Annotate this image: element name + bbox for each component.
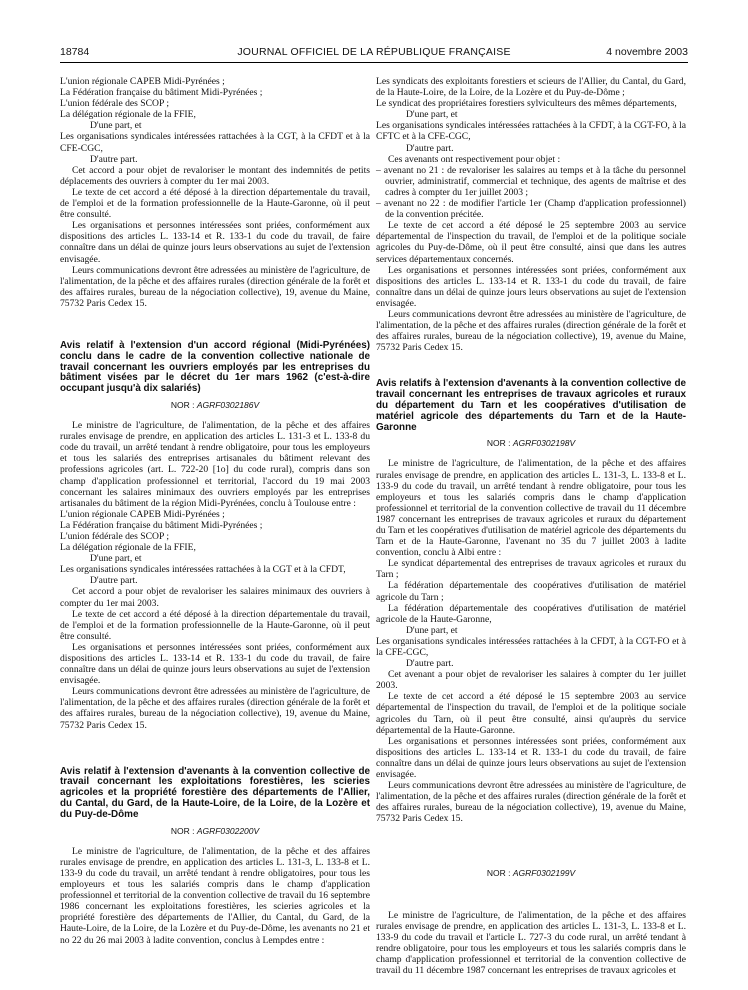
paragraph: Cet accord a pour objet de revaloriser les salaires minimaux des ouvriers à compter du 1er mai 2003. (60, 586, 370, 609)
paragraph: Le ministre de l'agriculture, de l'alimentation, de la pêche et des affaires rurales envisage de prendre, en application des articles L. 131-3 et L. 133-8 du code du travail, un arrêté tendant à rendre obligatoire, pour tous les employeurs et tous les salariés des entreprises artisanales du bâtiment relevant des professions agricoles (art. L. 722-20 [1o] du code rural), compris dans son champ d'application professionnel et territorial, l'accord du 19 mai 2003 concernant les salaires minimaux des ouvriers employés par les entreprises artisanales du bâtiment de la région Midi-Pyrénées, conclu à Toulouse entre : (60, 420, 370, 509)
notice-heading: Avis relatif à l'extension d'un accord régional (Midi-Pyrénées) conclu dans le cadre de la convention collective nationale de travail concernant les ouvriers employés par les entreprises du bâtiment visées par le décret du 1er mars 1962 (c'est-à-dire occupant jusqu'à dix salariés) (60, 339, 370, 395)
paragraph: Leurs communications devront être adressées au ministère de l'agriculture, de l'alimentation, de la pêche et des affaires rurales (direction générale de la forêt et des affaires rurales, bureau de la négociation collective), 19, avenue du Maine, 75732 Paris Cedex 15. (60, 686, 370, 731)
paragraph: D'autre part. (90, 153, 138, 165)
paragraph: Les organisations et personnes intéressées sont priées, conformément aux dispositions des articles L. 133-14 et R. 133-1 du code du travail, de faire connaître dans un délai de quinze jours leurs observations au sujet de l'extension envisagée. (376, 735, 686, 781)
paragraph: Leurs communications devront être adressées au ministère de l'agriculture, de l'alimentation, de la pêche et des affaires rurales (direction générale de la forêt et des affaires rurales, bureau de la négociation collective), 19, avenue du Maine, 75732 Paris Cedex 15. (376, 308, 686, 354)
paragraph: La fédération départementale des coopératives d'utilisation de matériel agricole du Tarn ; (376, 580, 686, 603)
paragraph: Les organisations et personnes intéressées sont priées, conformément aux dispositions des articles L. 133-14 et R. 133-1 du code du travail, de faire connaître dans un délai de quinze jours leurs observations au sujet de l'extension envisagée. (376, 264, 686, 309)
paragraph: La délégation régionale de la FFIE, (60, 109, 196, 121)
paragraph: Leurs communications devront être adressées au ministère de l'agriculture, de l'alimentation, de la pêche et des affaires rurales (direction générale de la forêt et des affaires rurales, bureau de la négociation collective), 19, avenue du Maine, 75732 Paris Cedex 15. (376, 780, 686, 825)
paragraph: D'autre part. (90, 575, 138, 587)
paragraph: L'union fédérale des SCOP ; (60, 530, 170, 542)
paragraph: L'union régionale CAPEB Midi-Pyrénées ; (60, 508, 225, 520)
paragraph: Les organisations syndicales intéressées rattachées à la CGT et à la CFDT, (60, 564, 346, 576)
paragraph: Les organisations syndicales intéressées rattachées à la CGT, à la CFDT et à la CFE-CGC, (60, 131, 370, 154)
nor-reference: NOR : AGRF0302186V (170, 399, 260, 410)
paragraph: La Fédération française du bâtiment Midi-Pyrénées ; (60, 519, 263, 531)
paragraph: L'union régionale CAPEB Midi-Pyrénées ; (60, 76, 225, 87)
paragraph: D'autre part. (406, 658, 454, 670)
list-item: – avenant no 21 : de revaloriser les salaires au temps et à la tâche du personnel ouvrier, administratif, commercial et technique, des agents de maîtrise et des cadres à compter du 1er juillet 2003 ; (376, 164, 686, 198)
paragraph: La Fédération française du bâtiment Midi-Pyrénées ; (60, 87, 263, 99)
paragraph: D'autre part. (406, 142, 454, 154)
paragraph: Le ministre de l'agriculture, de l'alimentation, de la pêche et des affaires rurales envisage de prendre, en application des articles L. 131-3, L. 133-8 et L. 133-9 du code du travail, un arrêté tendant à rendre obligatoire, pour tous les employeurs et tous les salariés compris dans le champ d'application professionnel et territorial de la convention collective de travail du 11 décembre 1987 concernant les entreprises de travaux agricoles et ruraux du département du Tarn et les coopératives d'utilisation de matériel agricole des départements du Tarn et de la Haute-Garonne, l'avenant no 35 du 7 juillet 2003 à ladite convention, conclu à Albi entre : (376, 458, 686, 559)
paragraph: L'union fédérale des SCOP ; (60, 98, 170, 110)
paragraph: Les organisations syndicales intéressées rattachées à la CFDT, à la CGT-FO, à la CFTC et à la CFE-CGC, (376, 120, 686, 143)
issue-date: 4 novembre 2003 (606, 46, 688, 58)
paragraph: Les organisations syndicales intéressées rattachées à la CFDT, à la CGT-FO et à la CFE-CGC, (376, 635, 686, 659)
notice-heading: Avis relatif à l'extension d'avenants à la convention collective de travail concernant les exploitations forestières, les scieries agricoles et la propriété forestière des départements de l'Allier, du Cantal, du Gard, de la Haute-Loire, de la Loire, de la Lozère et du Puy-de-Dôme (60, 765, 370, 820)
header-rule (60, 62, 688, 63)
left-column (60, 76, 370, 946)
paragraph: Le texte de cet accord a été déposé le 25 septembre 2003 au service départemental de l'inspection du travail, de l'emploi et de la politique sociale agricoles du Puy-de-Dôme, où il peut être consulté, ainsi que dans les autres services départementaux concernés. (376, 220, 686, 265)
paragraph: Ces avenants ont respectivement pour objet : (388, 153, 561, 165)
nor-reference: NOR : AGRF0302199V (486, 867, 576, 878)
page-header (60, 44, 688, 62)
paragraph: D'une part, et (406, 624, 458, 636)
paragraph: La délégation régionale de la FFIE, (60, 542, 196, 554)
paragraph: Les syndicats des exploitants forestiers et scieurs de l'Allier, du Cantal, du Gard, de la Haute-Loire, de la Loire, de la Lozère et du Puy-de-Dôme ; (376, 76, 686, 99)
paragraph: D'une part, et (406, 109, 458, 121)
paragraph: Le ministre de l'agriculture, de l'alimentation, de la pêche et des affaires rurales envisage de prendre, en application des articles L. 131-3, L. 133-8 et L. 133-9 du code du travail, un arrêté tendant à rendre obligatoires, pour tous les employeurs et tous les salariés compris dans le champ d'application professionnel et territorial de la convention collective de travail du 16 septembre 1986 concernant les exploitations forestières, les scieries agricoles et la propriété forestière des départements de l'Allier, du Cantal, du Gard, de la Haute-Loire, de la Loire, de la Lozère et du Puy-de-Dôme, les avenants no 21 et no 22 du 26 mai 2003 à ladite convention, conclus à Lempdes entre : (60, 845, 370, 946)
page-number: 18784 (60, 46, 90, 58)
paragraph: Le ministre de l'agriculture, de l'alimentation, de la pêche et des affaires rurales envisage de prendre, en application des articles L. 131-3, L. 133-8 et L. 133-9 du code du travail et l'article L. 727-3 du code rural, un arrêté tendant à rendre obligatoire, pour tous les employeurs et tous les salariés compris dans le champ d'application professionnel et territorial de la convention collective de travail du 11 décembre 1987 concernant les entreprises de travaux agricoles et (376, 909, 686, 977)
paragraph: Le syndicat des propriétaires forestiers sylviculteurs des mêmes départements, (376, 98, 677, 110)
paragraph: D'une part, et (90, 553, 142, 565)
paragraph: Cet avenant a pour objet de revaloriser les salaires à compter du 1er juillet 2003. (376, 669, 686, 692)
notice-heading: Avis relatifs à l'extension d'avenants à la convention collective de travail concernant les entreprises de travaux agricoles et ruraux du département du Tarn et les coopératives d'utilisation de matériel agricole des départements du Tarn et de la Haute-Garonne (376, 378, 686, 433)
paragraph: D'une part, et (90, 120, 142, 132)
paragraph: Le texte de cet accord a été déposé à la direction départementale du travail, de l'emploi et de la formation professionnelle de la Haute-Garonne, où il peut être consulté. (60, 608, 370, 642)
paragraph: Les organisations et personnes intéressées sont priées, conformément aux dispositions des articles L. 133-14 et R. 133-1 du code du travail, de faire connaître dans un délai de quinze jours leurs observations au sujet de l'extension envisagée. (60, 641, 370, 687)
right-column (376, 76, 686, 976)
nor-reference: NOR : AGRF0302200V (170, 825, 260, 836)
list-item: – avenant no 22 : de modifier l'article 1er (Champ d'application professionnel) de la convention précitée. (376, 198, 686, 221)
paragraph: Cet accord a pour objet de revaloriser le montant des indemnités de petits déplacements des ouvriers à compter du 1er mai 2003. (60, 164, 370, 187)
paragraph: Le texte de cet accord a été déposé le 15 septembre 2003 au service départemental de l'inspection du travail, de l'emploi et de la politique sociale agricoles du Tarn, où il peut être consulté, ainsi qu'auprès du service départemental de la Haute-Garonne. (376, 691, 686, 736)
paragraph: Le syndicat départemental des entreprises de travaux agricoles et ruraux du Tarn ; (376, 558, 686, 581)
paragraph: Le texte de cet accord a été déposé à la direction départementale du travail, de l'emploi et de la formation professionnelle de la Haute-Garonne, où il peut être consulté. (60, 186, 370, 221)
paragraph: La fédération départementale des coopératives d'utilisation de matériel agricole de la Haute-Garonne, (376, 602, 686, 625)
paragraph: Leurs communications devront être adressées au ministère de l'agriculture, de l'alimentation, de la pêche et des affaires rurales (direction générale de la forêt et des affaires rurales, bureau de la négociation collective), 19, avenue du Maine, 75732 Paris Cedex 15. (60, 264, 370, 309)
paragraph: Les organisations et personnes intéressées sont priées, conformément aux dispositions des articles L. 133-14 et R. 133-1 du code du travail, de faire connaître dans un délai de quinze jours leurs observations au sujet de l'extension envisagée. (60, 220, 370, 265)
journal-title: JOURNAL OFFICIEL DE LA RÉPUBLIQUE FRANÇAISE (237, 46, 511, 58)
nor-reference: NOR : AGRF0302198V (486, 438, 576, 449)
